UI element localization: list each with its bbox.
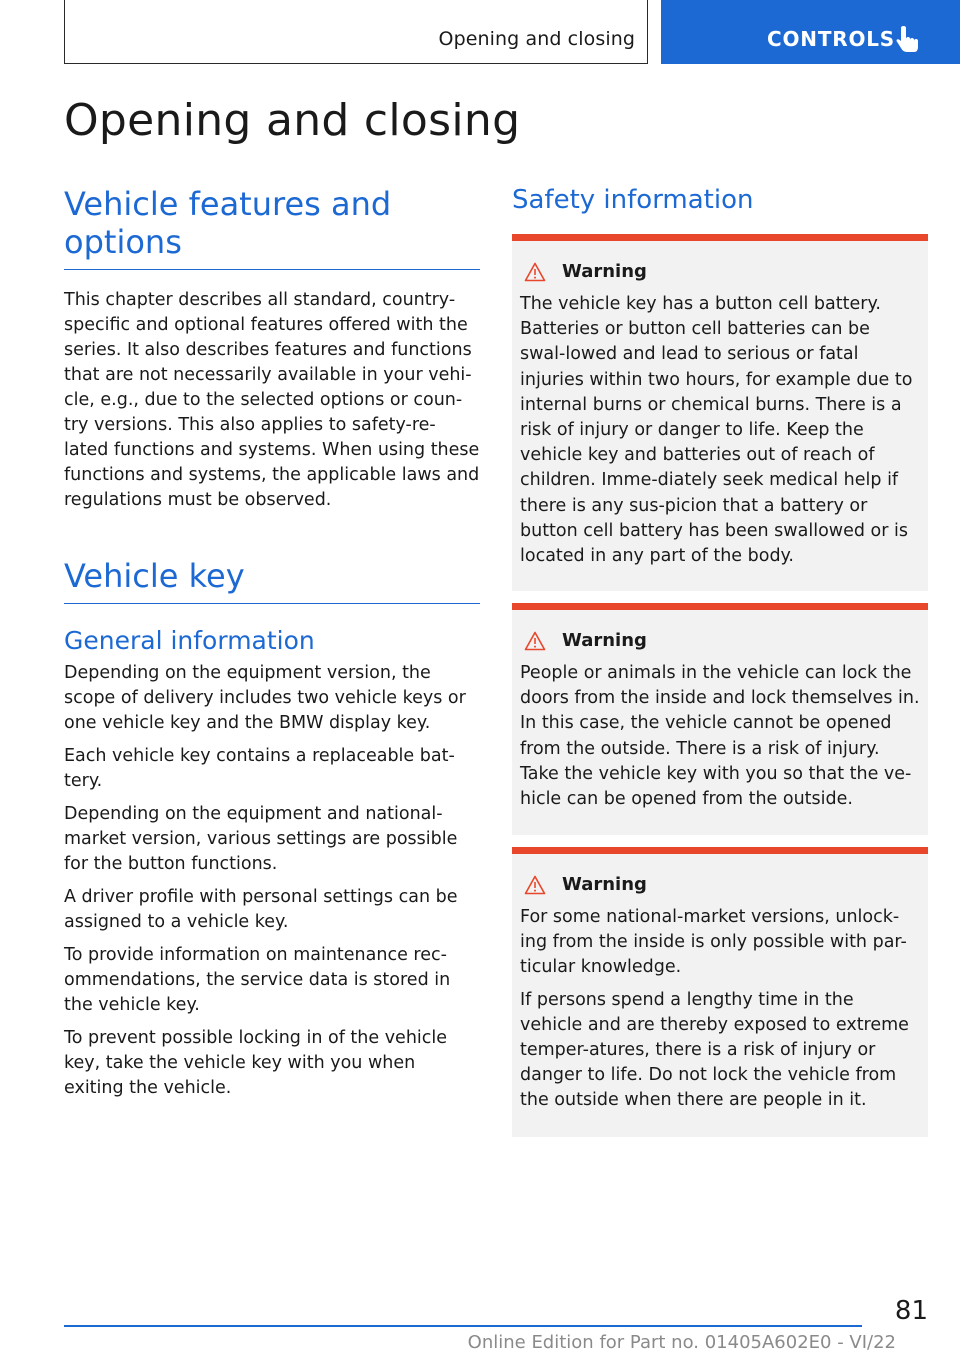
features-paragraph: This chapter describes all standard, country-specific and optional features offered with the series. It also describes features and functions that are not necessarily available in your vehi-cle, e.g., due to the selected options or coun-try versions. This also applies to safety-re-lated functions and systems. When using these functions and systems, the applicable laws and regulations must be observed.	[64, 290, 480, 510]
key-paragraph: A driver profile with personal settings can be assigned to a vehicle key.	[64, 887, 458, 932]
warning-label: Warning	[562, 261, 647, 282]
warning-text: If persons spend a lengthy time in the vehicle and are thereby exposed to extreme temper-atures, there is a risk of injury or danger to life. Do not lock the vehicle from the outside when there are people in it.	[520, 989, 909, 1111]
key-paragraph: Depending on the equipment and national-market version, various settings are possible for the button functions.	[64, 804, 458, 874]
warning-label: Warning	[562, 630, 647, 651]
warning-box	[512, 234, 928, 591]
warning-box	[512, 847, 928, 1137]
footer-divider	[64, 1325, 862, 1327]
warning-triangle-icon	[524, 262, 546, 282]
header-section-tab	[64, 0, 648, 64]
key-paragraph: Each vehicle key contains a replaceable bat-tery.	[64, 746, 455, 791]
header-section-title: Opening and closing	[438, 28, 635, 50]
features-heading: Vehicle features and options	[64, 185, 480, 270]
warning-text: People or animals in the vehicle can lock the doors from the inside and lock themselves in. In this case, the vehicle cannot be opened from the outside. There is a risk of injury. Take the vehicle key with you so that the ve-hicle can be opened from the outside.	[520, 663, 920, 810]
footer-edition: Online Edition for Part no. 01405A602E0 - VI/22	[467, 1332, 896, 1353]
page-number: 81	[894, 1296, 928, 1326]
page-title: Opening and closing	[64, 95, 521, 146]
header-chapter-label: CONTROLS	[767, 27, 896, 51]
warning-label: Warning	[562, 874, 647, 895]
right-column	[512, 185, 928, 1111]
vehicle-key-heading: Vehicle key	[64, 557, 480, 604]
warning-triangle-icon	[524, 875, 546, 895]
general-information-heading: General information	[64, 626, 315, 655]
key-paragraph: To provide information on maintenance rec-ommendations, the service data is stored in the vehicle key.	[64, 945, 451, 1015]
pointing-hand-icon	[895, 26, 921, 54]
warning-text: The vehicle key has a button cell battery. Batteries or button cell batteries can be swal-lowed and lead to serious or fatal injuries within two hours, for example due to internal burns or chemical burns. There is a risk of injury or danger to life. Keep the vehicle key and batteries out of reach of children. Imme-diately seek medical help if there is any sus-picion that a battery or button cell battery has been swallowed or is located in any part of the body.	[520, 294, 913, 567]
header-chapter-tab[interactable]	[661, 0, 960, 64]
safety-information-heading: Safety information	[512, 185, 754, 215]
key-paragraph: Depending on the equipment version, the scope of delivery includes two vehicle keys or one vehicle key and the BMW display key.	[64, 663, 466, 733]
left-column	[64, 185, 480, 1101]
key-paragraph: To prevent possible locking in of the vehicle key, take the vehicle key with you when exiting the vehicle.	[64, 1028, 448, 1098]
warning-text: For some national-market versions, unlock-ing from the inside is only possible with par-ticular knowledge.	[520, 907, 907, 978]
warning-triangle-icon	[524, 631, 546, 651]
warning-box	[512, 603, 928, 835]
